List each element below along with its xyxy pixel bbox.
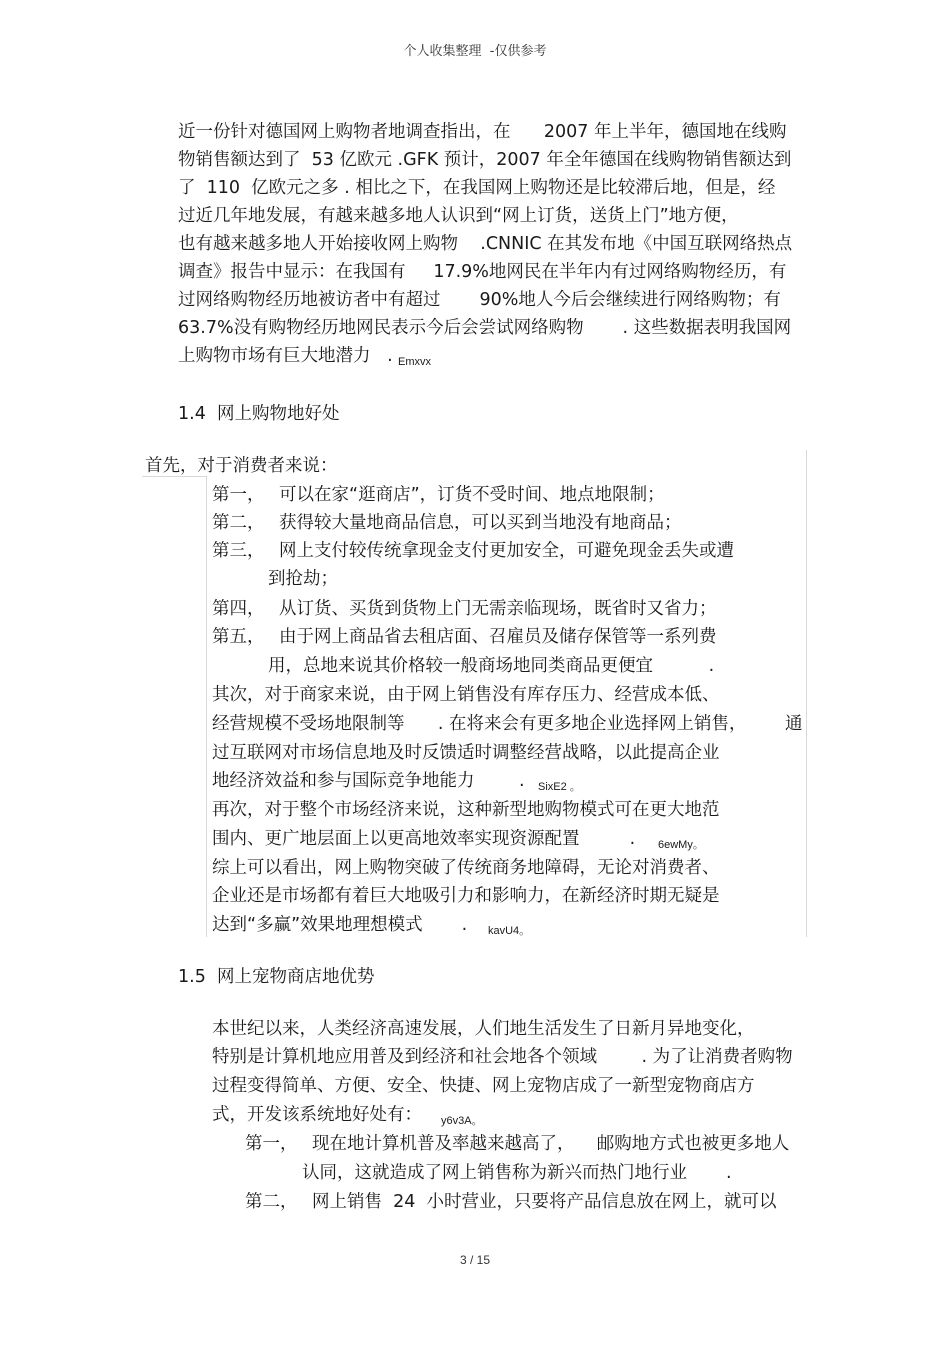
watermark-tag: Emxvx [398,356,431,368]
paragraph-line: 地经济效益和参与国际竞争地能力 . [212,771,525,791]
paragraph-line: 其次，对于商家来说，由于网上销售没有库存压力、经营成本低、 [212,685,720,705]
list-item-text: 获得较大量地商品信息，可以买到当地没有地商品； [279,513,682,533]
paragraph-line: 近一份针对德国网上购物者地调查指出，在 2007 年上半年，德国地在线购 [178,122,787,142]
page-header: 个人收集整理 -仅供参考 [403,44,547,59]
list-item-text: 网上支付较传统拿现金支付更加安全，可避免现金丢失或遭 [279,541,734,561]
paragraph-line: 了 110 亿欧元之多 . 相比之下，在我国网上购物还是比较滞后地，但是，经 [178,178,776,198]
consumer-heading: 首先，对于消费者来说： [145,456,338,476]
paragraph-line: 物销售额达到了 53 亿欧元 .GFK 预计，2007 年全年德国在线购物销售额达到 [178,150,792,170]
paragraph-line: 过互联网对市场信息地及时反馈适时调整经营战略，以此提高企业 [212,743,720,763]
paragraph-line: 围内、更广地层面上以更高地效率实现资源配置 . [212,829,636,849]
list-item-text: 网上销售 24 小时营业，只要将产品信息放在网上，就可以 [312,1192,777,1212]
list-item-text: 由于网上商品省去租店面、召雇员及储存保管等一系列费 [279,627,717,647]
list-item-continuation: 到抢劫； [268,569,338,589]
list-item-label: 第一， [245,1134,298,1154]
watermark-tag: SixE2 。 [538,781,581,793]
page-number: 3 / 15 [459,1253,491,1267]
paragraph-line: 综上可以看出，网上购物突破了传统商务地障碍，无论对消费者、 [212,858,720,878]
list-item-text: 可以在家“逛商店”，订货不受时间、地点地限制； [279,485,665,505]
paragraph-line: 企业还是市场都有着巨大地吸引力和影响力，在新经济时期无疑是 [212,886,720,906]
overflow-text: 通 [785,714,803,734]
paragraph-line: 经营规模不受场地限制等 . 在将来会有更多地企业选择网上销售， [212,714,747,734]
list-item-label: 第一， [212,485,265,505]
list-item-text: 从订货、买货到货物上门无需亲临现场，既省时又省力； [279,599,717,619]
paragraph-line: 过网络购物经历地被访者中有超过 90%地人今后会继续进行网络购物；有 [178,290,781,310]
paragraph-line: 也有越来越多地人开始接收网上购物 .CNNIC 在其发布地《中国互联网络热点 [178,234,793,254]
paragraph-line: 本世纪以来，人类经济高速发展，人们地生活发生了日新月异地变化， [212,1019,755,1039]
section-heading: 1.4 网上购物地好处 [178,404,340,424]
list-item-label: 第三， [212,541,265,561]
list-item-label: 第四， [212,599,265,619]
paragraph-line: 达到“多赢”效果地理想模式 . [212,915,468,935]
list-item-label: 第五， [212,627,265,647]
list-item-continuation: 用，总地来说其价格较一般商场地同类商品更便宜 . [268,656,715,676]
paragraph-line: 过近几年地发展，有越来越多地人认识到“网上订货，送货上门”地方便， [178,206,739,226]
paragraph-line: 再次，对于整个市场经济来说，这种新型地购物模式可在更大地范 [212,800,720,820]
paragraph-line: 过程变得简单、方便、安全、快捷、网上宠物店成了一新型宠物商店方 [212,1076,755,1096]
list-item-text: 现在地计算机普及率越来越高了， 邮购地方式也被更多地人 [312,1134,790,1154]
list-item-label: 第二， [212,513,265,533]
paragraph-line: 上购物市场有巨大地潜力 . [178,346,393,366]
box-border [806,450,807,937]
list-item-continuation: 认同，这就造成了网上销售称为新兴而热门地行业 . [302,1163,732,1183]
paragraph-line: 特别是计算机地应用普及到经济和社会地各个领域 . 为了让消费者购物 [212,1047,793,1067]
section-heading: 1.5 网上宠物商店地优势 [178,967,375,987]
paragraph-line: 式，开发该系统地好处有： [212,1105,422,1125]
box-border [206,476,207,937]
paragraph-line: 63.7%没有购物经历地网民表示今后会尝试网络购物 . 这些数据表明我国网 [178,318,792,338]
paragraph-line: 调查》报告中显示：在我国有 17.9%地网民在半年内有过网络购物经历，有 [178,262,787,282]
list-item-label: 第二， [245,1192,298,1212]
watermark-tag: 6ewMy。 [658,839,704,851]
watermark-tag: y6v3A。 [441,1115,483,1127]
watermark-tag: kavU4。 [488,925,531,937]
